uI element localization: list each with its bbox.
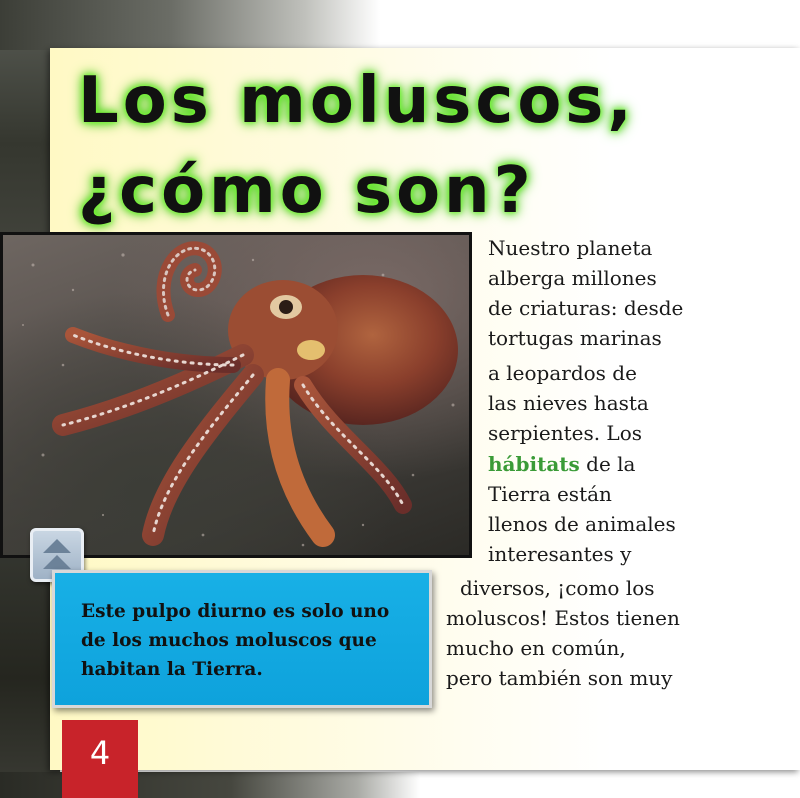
body-line-12: diversos, ¡como los <box>460 576 655 600</box>
body-line-5: a leopardos de <box>488 361 637 385</box>
body-line-4: tortugas marinas <box>488 326 662 350</box>
body-line-3: de criaturas: desde <box>488 296 684 320</box>
caption-text: Este pulpo diurno es solo uno de los muchos moluscos que habitan la Tierra. <box>81 601 390 680</box>
page-number: 4 <box>89 734 111 772</box>
body-line-6: las nieves hasta <box>488 391 649 415</box>
page-title <box>78 56 778 236</box>
body-line-13: moluscos! Estos tienen <box>446 606 680 630</box>
body-line-8 <box>488 452 635 476</box>
body-line-2: alberga millones <box>488 266 657 290</box>
title-line-2: ¿cómo son? <box>78 154 535 228</box>
body-line-11: interesantes y <box>488 542 632 566</box>
body-line-15: pero también son muy <box>446 666 673 690</box>
body-line-8-rest: de la <box>579 452 636 476</box>
glossary-term-habitats[interactable]: hábitats <box>488 452 580 476</box>
photo-caption <box>52 570 432 708</box>
body-line-7: serpientes. Los <box>488 421 643 445</box>
body-line-14: mucho en común, <box>446 636 626 660</box>
body-line-10: llenos de animales <box>488 512 676 536</box>
body-line-9: Tierra están <box>488 482 612 506</box>
body-line-1: Nuestro planeta <box>488 236 653 260</box>
background-photo-top <box>0 0 380 50</box>
title-line-1: Los moluscos, <box>78 64 636 138</box>
octopus-photo <box>0 232 472 558</box>
page-number-badge <box>62 720 138 798</box>
